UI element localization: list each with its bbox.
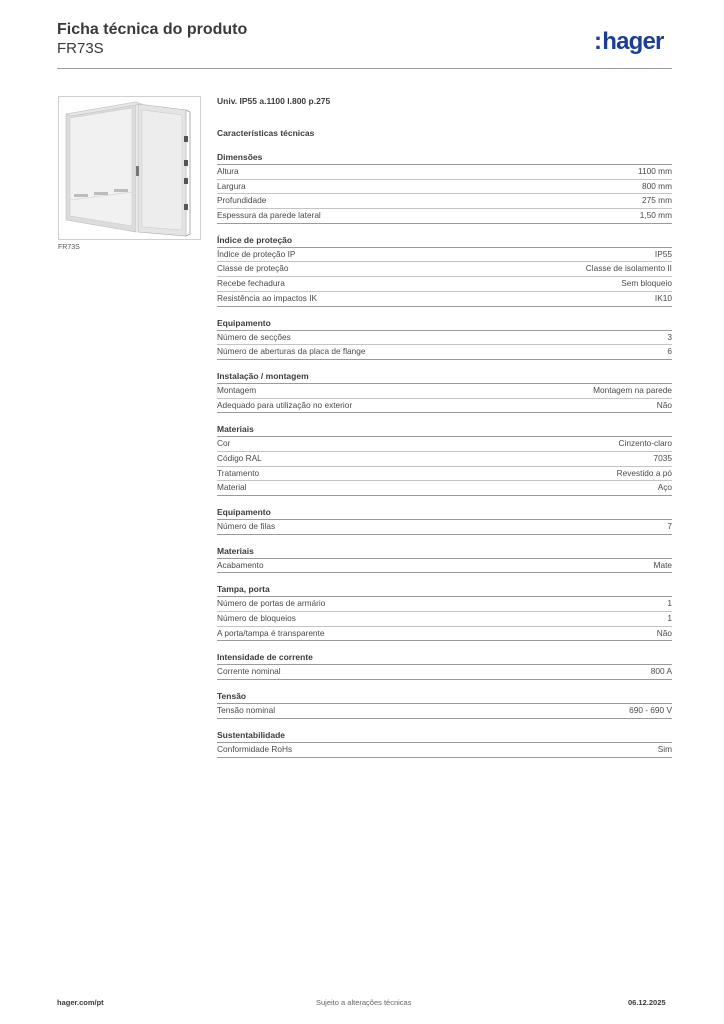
spec-value: 3 — [667, 331, 672, 342]
spec-value: Aço — [657, 482, 672, 493]
spec-value: 275 mm — [642, 195, 672, 206]
header-divider — [57, 68, 672, 69]
spec-label: A porta/tampa é transparente — [217, 627, 325, 638]
spec-section — [217, 545, 672, 574]
spec-value: 1,50 mm — [639, 210, 672, 221]
spec-row — [217, 345, 672, 360]
section-title: Sustentabilidade — [217, 729, 672, 743]
product-image — [58, 96, 201, 240]
spec-value: 7 — [667, 521, 672, 531]
spec-row — [217, 597, 672, 612]
spec-section — [217, 651, 672, 680]
spec-row — [217, 262, 672, 277]
spec-label: Cor — [217, 438, 231, 449]
spec-label: Material — [217, 482, 247, 493]
spec-value: Montagem na parede — [593, 384, 672, 395]
section-title: Tampa, porta — [217, 583, 672, 597]
section-title: Dimensões — [217, 151, 672, 165]
spec-section — [217, 423, 672, 496]
spec-label: Número de secções — [217, 331, 291, 342]
spec-label: Número de bloqueios — [217, 613, 296, 624]
spec-value: Não — [656, 399, 672, 410]
product-code: FR73S — [57, 40, 104, 57]
tech-characteristics-title: Características técnicas — [217, 128, 315, 138]
spec-section — [217, 583, 672, 641]
spec-value: Sem bloqueio — [621, 278, 672, 289]
spec-row — [217, 399, 672, 414]
spec-label: Tensão nominal — [217, 705, 276, 716]
spec-value: 800 mm — [642, 180, 672, 191]
spec-sections — [217, 151, 672, 758]
spec-row — [217, 467, 672, 482]
page-title: Ficha técnica do produto — [57, 21, 248, 38]
footer-date: 06.12.2025 — [628, 998, 666, 1007]
spec-section — [217, 690, 672, 719]
spec-value: 690 - 690 V — [629, 705, 672, 716]
spec-row — [217, 292, 672, 307]
spec-value: 1100 mm — [638, 166, 672, 176]
spec-section — [217, 729, 672, 758]
spec-value: IP55 — [654, 248, 672, 259]
spec-label: Montagem — [217, 384, 257, 395]
spec-row — [217, 627, 672, 642]
spec-label: Resistência ao impactos IK — [217, 292, 318, 303]
spec-label: Classe de proteção — [217, 263, 289, 274]
spec-label: Recebe fechadura — [217, 278, 285, 289]
spec-value: 7035 — [653, 452, 672, 463]
spec-row — [217, 743, 672, 758]
section-title: Materiais — [217, 545, 672, 559]
spec-row — [217, 331, 672, 346]
image-caption: FR73S — [58, 244, 80, 251]
section-title: Materiais — [217, 423, 672, 437]
spec-label: Número de filas — [217, 521, 276, 531]
spec-label: Acabamento — [217, 559, 264, 570]
spec-label: Espessura da parede lateral — [217, 210, 321, 221]
spec-value: Mate — [653, 559, 672, 570]
spec-row — [217, 248, 672, 263]
spec-row — [217, 559, 672, 574]
spec-label: Largura — [217, 180, 246, 191]
spec-row — [217, 452, 672, 467]
spec-label: Índice de proteção IP — [217, 248, 296, 259]
spec-value: 800 A — [650, 666, 672, 677]
spec-row — [217, 481, 672, 496]
footer-website: hager.com/pt — [57, 998, 104, 1007]
spec-value: Não — [656, 627, 672, 638]
spec-value: Sim — [657, 743, 672, 754]
spec-row — [217, 437, 672, 452]
spec-value: 1 — [667, 598, 672, 609]
spec-label: Número de portas de armário — [217, 598, 326, 609]
spec-section — [217, 151, 672, 224]
spec-row — [217, 520, 672, 535]
section-title: Equipamento — [217, 506, 672, 520]
spec-row — [217, 194, 672, 209]
spec-value: 6 — [667, 346, 672, 357]
section-title: Instalação / montagem — [217, 370, 672, 384]
spec-label: Profundidade — [217, 195, 267, 206]
spec-label: Código RAL — [217, 452, 262, 463]
spec-section — [217, 370, 672, 413]
section-title: Equipamento — [217, 317, 672, 331]
product-description: Univ. IP55 a.1100 l.800 p.275 — [217, 96, 331, 106]
spec-value: IK10 — [654, 292, 672, 303]
spec-row — [217, 612, 672, 627]
footer-notice: Sujeito a alterações técnicas — [316, 998, 412, 1007]
specs-panel — [217, 96, 672, 758]
spec-row — [217, 704, 672, 719]
spec-value: Revestido a pó — [616, 467, 672, 478]
section-title: Tensão — [217, 690, 672, 704]
spec-label: Número de aberturas da placa de flange — [217, 346, 366, 357]
spec-label: Conformidade RoHs — [217, 743, 293, 754]
spec-section — [217, 506, 672, 535]
spec-value: Cinzento-claro — [618, 438, 672, 449]
spec-value: 1 — [667, 613, 672, 624]
spec-row — [217, 165, 672, 180]
spec-section — [217, 317, 672, 360]
spec-value: Classe de isolamento II — [585, 263, 672, 274]
spec-section — [217, 234, 672, 307]
spec-row — [217, 180, 672, 195]
spec-label: Tratamento — [217, 467, 260, 478]
hager-logo: :hager — [594, 28, 664, 55]
spec-label: Altura — [217, 166, 239, 176]
spec-row — [217, 665, 672, 680]
spec-label: Adequado para utilização no exterior — [217, 399, 353, 410]
spec-row — [217, 209, 672, 224]
spec-row — [217, 384, 672, 399]
section-title: Índice de proteção — [217, 234, 672, 248]
section-title: Intensidade de corrente — [217, 651, 672, 665]
spec-label: Corrente nominal — [217, 666, 281, 677]
spec-row — [217, 277, 672, 292]
